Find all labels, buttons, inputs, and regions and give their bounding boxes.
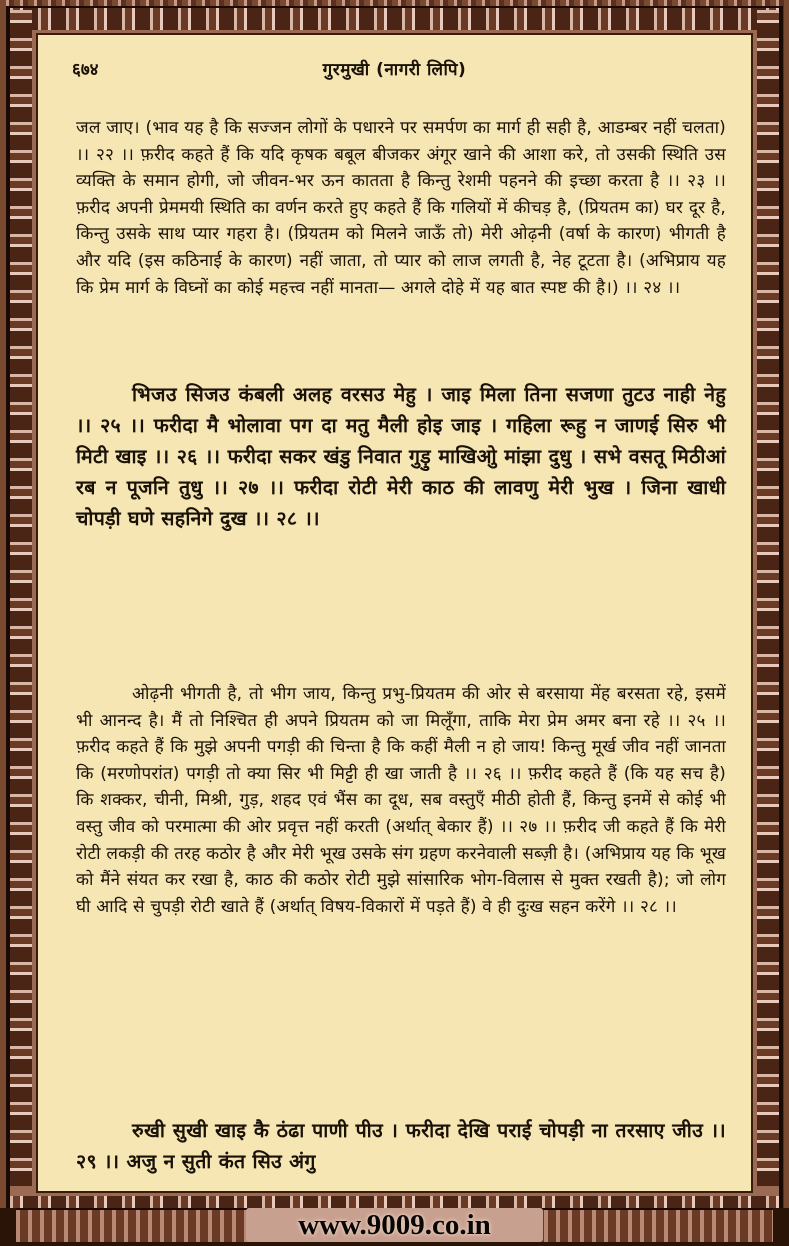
- commentary-text: जल जाए। (भाव यह है कि सज्जन लोगों के पधारने पर समर्पण का मार्ग ही सही है, आडम्बर नहीं चलता) ।। २२ ।। फ़रीद कहते हैं कि यदि कृषक बबूल बीजकर अंगूर खाने की आशा करे, तो उसकी स्थिति उस व्यक्ति के समान होगी, जो जीवन-भर ऊन कातता है किन्तु रेशमी पहनने की इच्छा करता है ।। २३ ।। फ़रीद अपनी प्रेममयी स्थिति का वर्णन करते हुए कहते हैं कि गलियों में कीचड़ है, (प्रियतम का) घर दूर है, किन्तु उसके साथ प्यार गहरा है। (प्रियतम को मिलने जाऊँ तो) मेरी ओढ़नी (वर्षा के कारण) भीगती है और यदि (इस कठिनाई के कारण) नहीं जाता, तो प्यार को लाज लगती है, नेह टूटता है। (अभिप्राय यह कि प्रेम मार्ग के विघ्नों का कोई महत्त्व नहीं मानता— अगले दोहे में यह बात स्पष्ट की है।) ।। २४ ।।: [76, 118, 726, 298]
- verse-block: [76, 1115, 726, 1177]
- commentary-paragraph: [76, 681, 726, 920]
- verse-text: रुखी सुखी खाइ कै ठंढा पाणी पीउ । फरीदा देखि पराई चोपड़ी ना तरसाए जीउ ।। २९ ।। अजु न सुती कंत सिउ अंगु: [76, 1119, 726, 1173]
- decorative-border-top: [10, 8, 779, 30]
- running-title: गुरमुखी (नागरी लिपि): [322, 60, 467, 80]
- commentary-paragraph: [76, 115, 726, 301]
- verse-text: भिजउ सिजउ कंबली अलह वरसउ मेहु । जाइ मिला तिना सजणा तुटउ नाही नेहु ।। २५ ।। फरीदा मै भोलावा पग दा मतु मैली होइ जाइ । गहिला रूहु न जाणई सिरु भी मिटी खाइ ।। २६ ।। फरीदा सकर खंडु निवात गुड़ु माखिओु मांझा दुधु । सभे वसतू मिठीआं रब न पूजनि तुधु ।। २७ ।। फरीदा रोटी मेरी काठ की लावणु मेरी भुख । जिना खाधी चोपड़ी घणे सहनिगे दुख ।। २८ ।।: [76, 383, 726, 530]
- site-url[interactable]: www.9009.co.in: [298, 1209, 491, 1241]
- book-page: [36, 33, 753, 1193]
- page-header: [38, 57, 751, 87]
- verse-block: [76, 379, 726, 534]
- footer: [0, 1208, 789, 1246]
- page-number: ६७४: [72, 60, 99, 80]
- decorative-border-right: [757, 10, 779, 1186]
- decorative-border-left: [10, 10, 32, 1186]
- commentary-text: ओढ़नी भीगती है, तो भीग जाय, किन्तु प्रभु-प्रियतम की ओर से बरसाया मेंह बरसता रहे, इसमें भी आनन्द है। मैं तो निश्चित ही अपने प्रियतम को जा मिलूँगा, ताकि मेरा प्रेम अमर बना रहे ।। २५ ।। फ़रीद कहते हैं कि मुझे अपनी पगड़ी की चिन्ता है कि कहीं मैली न हो जाय! किन्तु मूर्ख जीव नहीं जानता कि (मरणोपरांत) पगड़ी तो क्या सिर भी मिट्टी ही खा जाती है ।। २६ ।। फ़रीद कहते हैं (कि यह सच है) कि शक्कर, चीनी, मिश्री, गुड़, शहद एवं भैंस का दूध, सब वस्तुएँ मीठी होती हैं, किन्तु इनमें से कोई भी वस्तु जीव को परमात्मा की ओर प्रवृत्त नहीं करती (अर्थात् बेकार हैं) ।। २७ ।। फ़रीद जी कहते हैं कि मेरी रोटी लकड़ी की तरह कठोर है और मेरी भूख उसके संग ग्रहण करनेवाली सब्ज़ी है। (अभिप्राय यह कि भूख को मैंने संयत कर रखा है, काठ की कठोर रोटी मुझे सांसारिक भोग-विलास से मुक्त रखती है); जो लोग घी आदि से चुपड़ी रोटी खाते हैं (अर्थात् विषय-विकारों में पड़ते हैं) वे ही दुःख सहन करेंगे ।। २८ ।।: [76, 684, 726, 917]
